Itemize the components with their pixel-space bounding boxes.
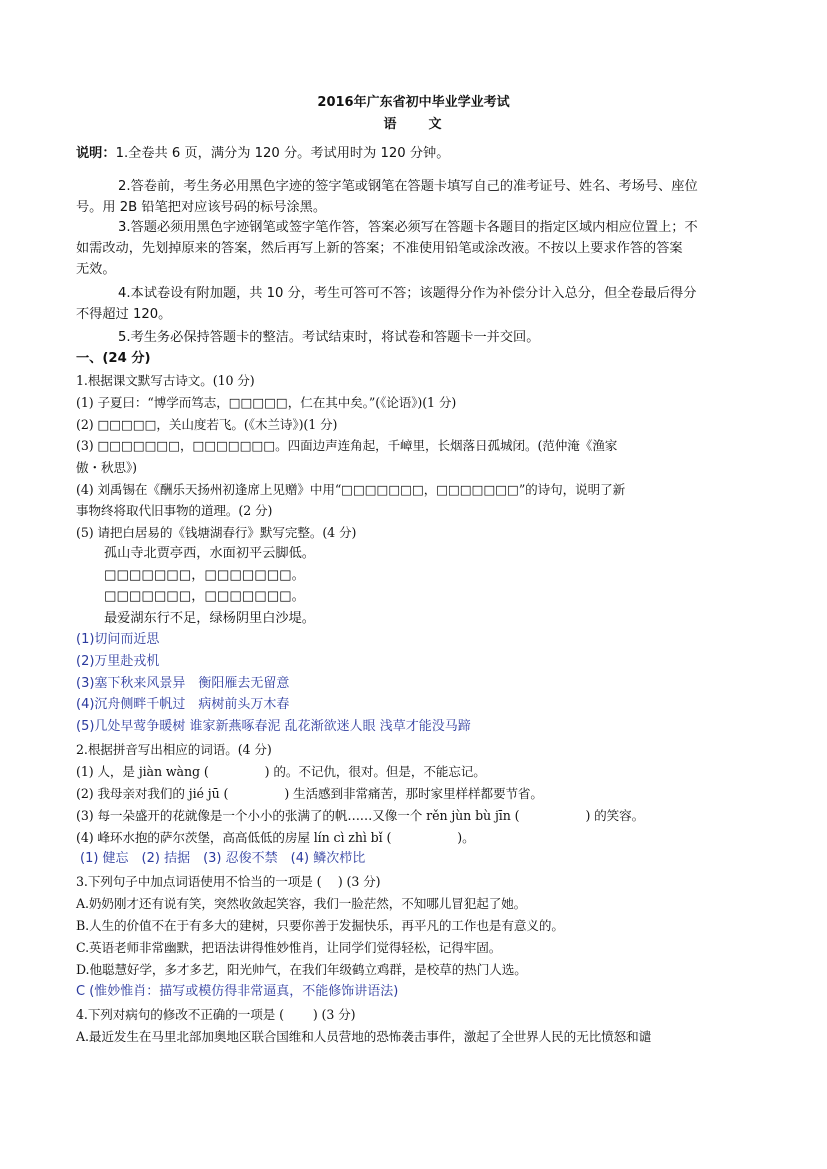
instruction-2b: 号。用 2B 铅笔把对应该号码的标号涂黑。	[76, 200, 327, 215]
q1-part-4a: (4) 刘禹锡在《酬乐天扬州初逢席上见赠》中用“□□□□□□□，□□□□□□□”的诗句，说明了新	[76, 482, 626, 497]
q2-part-2-pre: (2) 我母亲对我们的 jié jū (	[76, 786, 229, 801]
q1-part-1: (1) 子夏曰：“博学而笃志，□□□□□，仁在其中矣。”(《论语》)(1 分)	[76, 395, 457, 410]
q1-answer-5: (5)几处早莺争暖树 谁家新燕啄春泥 乱花渐欲迷人眼 浅草才能没马蹄	[76, 719, 471, 734]
q1-answer-4: (4)沉舟侧畔千帆过 病树前头万木春	[76, 697, 290, 712]
q2-part-1-pre: (1) 人，是 jiàn wàng (	[76, 764, 209, 779]
q1-part-4b: 事物终将取代旧事物的道理。(2 分)	[76, 503, 273, 518]
q2-part-3	[76, 807, 644, 825]
q2-part-1	[76, 763, 486, 781]
instruction-5: 5.考生务必保持答题卡的整洁。考试结束时，将试卷和答题卡一并交回。	[118, 330, 540, 345]
q2-part-4-post: )。	[457, 830, 475, 845]
q3-option-a: A.奶奶刚才还有说有笑，突然收敛起笑容，我们一脸茫然，不知哪儿冒犯起了她。	[76, 896, 527, 911]
q1-part-5: (5) 请把白居易的《钱塘湖春行》默写完整。(4 分)	[76, 525, 357, 540]
instruction-2a: 2.答卷前，考生务必用黑色字迹的签字笔或钢笔在答题卡填写自己的准考证号、姓名、考场号、座位	[118, 179, 698, 194]
q1-part-2: (2) □□□□□，关山度若飞。(《木兰诗》)(1 分)	[76, 417, 338, 432]
q1-stem: 1.根据课文默写古诗文。(10 分)	[76, 373, 255, 388]
poem-line-3: □□□□□□□，□□□□□□□。	[104, 589, 305, 604]
q2-answer: (1) 健忘 (2) 拮据 (3) 忍俊不禁 (4) 鳞次栉比	[80, 851, 366, 866]
q3-option-b: B.人生的价值不在于有多大的建树，只要你善于发掘快乐，再平凡的工作也是有意义的。	[76, 918, 564, 933]
q2-part-3-post: ) 的笑容。	[585, 808, 645, 823]
q2-part-2-post: ) 生活感到非常痛苦，那时家里样样都要节省。	[284, 786, 543, 801]
section-1-heading: 一、(24 分)	[76, 351, 151, 366]
q3-stem: 3.下列句子中加点词语使用不恰当的一项是 ( ) (3 分)	[76, 874, 381, 889]
instructions-label: 说明：	[76, 146, 116, 161]
q2-part-1-post: ) 的。不记仇，很对。但是，不能忘记。	[264, 764, 486, 779]
q2-part-2	[76, 785, 543, 803]
poem-line-2: □□□□□□□，□□□□□□□。	[104, 568, 305, 583]
q2-part-3-pre: (3) 每一朵盛开的花就像是一个小小的张满了的帆……又像一个 rěn jùn bù jīn (	[76, 808, 520, 823]
instruction-4b: 不得超过 120。	[76, 307, 172, 322]
poem-line-4: 最爱湖东行不足，绿杨阴里白沙堤。	[104, 611, 315, 626]
q1-answer-2: (2)万里赴戎机	[76, 654, 160, 669]
q1-part-3a: (3) □□□□□□□，□□□□□□□。四面边声连角起，千嶂里，长烟落日孤城闭。(范仲淹《渔家	[76, 438, 618, 453]
subject-title: 语 文	[383, 117, 444, 132]
instruction-1	[76, 145, 449, 163]
instruction-3c: 无效。	[76, 262, 116, 277]
q4-option-a: A.最近发生在马里北部加奥地区联合国维和人员营地的恐怖袭击事件，激起了全世界人民的无比愤怒和谴	[76, 1029, 652, 1044]
q4-stem: 4.下列对病句的修改不正确的一项是 ( ) (3 分)	[76, 1007, 356, 1022]
q3-answer: C (惟妙惟肖：描写或模仿得非常逼真，不能修饰讲语法)	[76, 984, 399, 999]
q1-answer-1: (1)切问而近思	[76, 632, 160, 647]
q2-part-4	[76, 829, 475, 847]
instruction-3b: 如需改动，先划掉原来的答案，然后再写上新的答案；不准使用铅笔或涂改液。不按以上要求作答的答案	[76, 241, 683, 256]
q2-stem: 2.根据拼音写出相应的词语。(4 分)	[76, 742, 272, 757]
q3-option-c: C.英语老师非常幽默，把语法讲得惟妙惟肖，让同学们觉得轻松，记得牢固。	[76, 940, 502, 955]
poem-line-1: 孤山寺北贾亭西，水面初平云脚低。	[104, 546, 315, 561]
exam-title: 2016年广东省初中毕业学业考试	[317, 95, 510, 110]
q1-answer-3: (3)塞下秋来风景异 衡阳雁去无留意	[76, 676, 290, 691]
q3-option-d: D.他聪慧好学，多才多艺，阳光帅气，在我们年级鹤立鸡群，是校草的热门人选。	[76, 962, 527, 977]
q1-part-3b: 傲・秋思》)	[76, 460, 137, 475]
instruction-4a: 4.本试卷设有附加题，共 10 分，考生可答可不答；该题得分作为补偿分计入总分，但全卷最后得分	[118, 286, 697, 301]
instruction-3a: 3.答题必须用黑色字迹钢笔或签字笔作答，答案必须写在答题卡各题目的指定区域内相应位置上；不	[118, 220, 698, 235]
instruction-1-text: 1.全卷共 6 页，满分为 120 分。考试用时为 120 分钟。	[115, 146, 450, 161]
q2-part-4-pre: (4) 峰环水抱的萨尔茨堡，高高低低的房屋 lín cì zhì bǐ (	[76, 830, 392, 845]
